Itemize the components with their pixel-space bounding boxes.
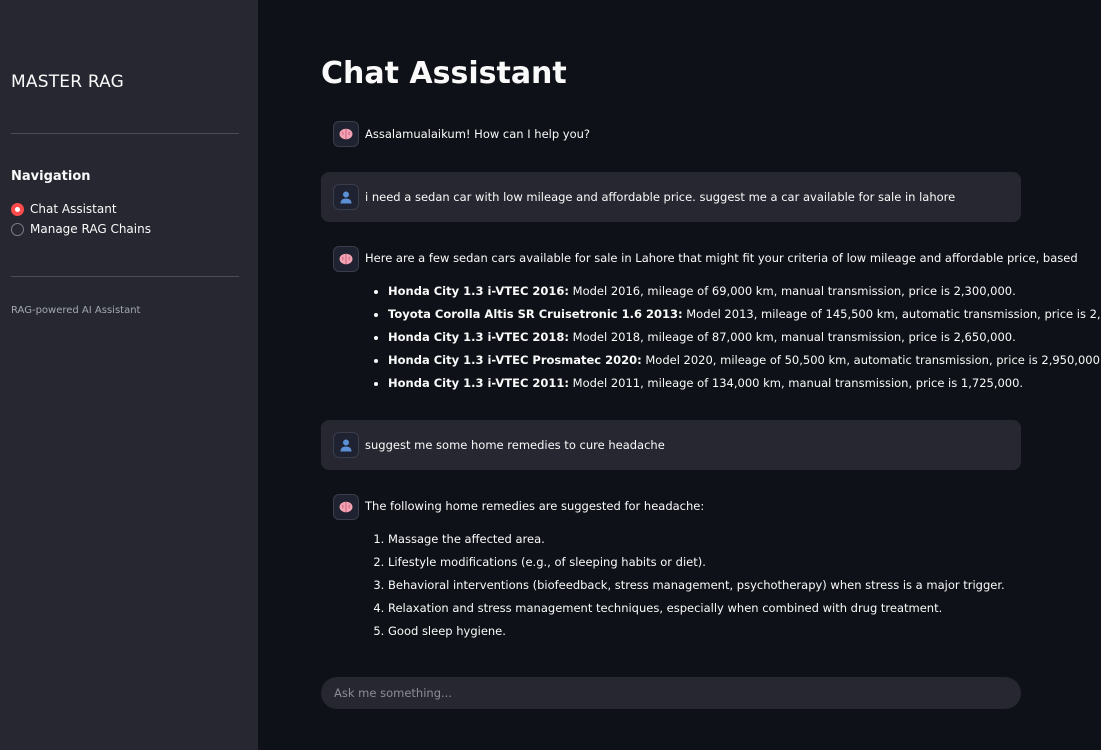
page-title: Chat Assistant bbox=[321, 56, 567, 91]
car-details: Model 2020, mileage of 50,500 km, automatic transmission, price is 2,950,000 bbox=[641, 353, 1100, 367]
message-text: suggest me some home remedies to cure headache bbox=[365, 438, 665, 452]
chat-message-user bbox=[321, 172, 1021, 222]
message-text: i need a sedan car with low mileage and affordable price. suggest me a car available for sale in lahore bbox=[365, 190, 956, 204]
sidebar bbox=[0, 0, 258, 750]
list-item bbox=[388, 307, 1101, 330]
app-title: MASTER RAG bbox=[11, 72, 125, 92]
chat-message-assistant bbox=[321, 109, 1021, 159]
nav-option-label: Chat Assistant bbox=[30, 202, 117, 216]
radio-selected-icon[interactable] bbox=[11, 203, 24, 216]
list-item: 1. Massage the affected area. bbox=[388, 532, 1025, 555]
navigation-heading: Navigation bbox=[11, 169, 91, 184]
message-text: Here are a few sedan cars available for sale in Lahore that might fit your criteria of low mileage and affordable price, based bbox=[365, 251, 1078, 265]
nav-option-manage-rag-chains[interactable] bbox=[11, 220, 151, 238]
car-name: Honda City 1.3 i-VTEC 2018: bbox=[388, 330, 569, 344]
brain-icon bbox=[333, 246, 359, 272]
car-details: Model 2016, mileage of 69,000 km, manual transmission, price is 2,300,000. bbox=[569, 284, 1016, 298]
nav-option-label: Manage RAG Chains bbox=[30, 222, 151, 236]
car-name: Honda City 1.3 i-VTEC Prosmatec 2020: bbox=[388, 353, 642, 367]
list-item bbox=[388, 353, 1100, 376]
remedies-list bbox=[365, 532, 1025, 647]
user-icon bbox=[333, 184, 359, 210]
radio-unselected-icon[interactable] bbox=[11, 223, 24, 236]
chat-message-assistant bbox=[321, 234, 1101, 404]
car-name: Honda City 1.3 i-VTEC 2016: bbox=[388, 284, 569, 298]
chat-input[interactable] bbox=[321, 677, 1021, 709]
list-item: 5. Good sleep hygiene. bbox=[388, 624, 1025, 647]
car-name: Toyota Corolla Altis SR Cruisetronic 1.6 2013: bbox=[388, 307, 683, 321]
chat-message-user bbox=[321, 420, 1021, 470]
list-item: 3. Behavioral interventions (biofeedback, stress management, psychotherapy) when stress is a major trigger. bbox=[388, 578, 1025, 601]
car-details: Model 2018, mileage of 87,000 km, manual transmission, price is 2,650,000. bbox=[569, 330, 1016, 344]
message-text: The following home remedies are suggested for headache: bbox=[365, 499, 705, 513]
list-item: 4. Relaxation and stress management techniques, especially when combined with drug treatment. bbox=[388, 601, 1025, 624]
user-icon bbox=[333, 432, 359, 458]
chat-message-assistant bbox=[321, 482, 1021, 652]
sidebar-caption: RAG-powered AI Assistant bbox=[11, 305, 141, 316]
list-item bbox=[388, 376, 1025, 399]
car-details: Model 2013, mileage of 145,500 km, automatic transmission, price is 2, bbox=[682, 307, 1101, 321]
nav-option-chat-assistant[interactable] bbox=[11, 200, 117, 218]
main-content bbox=[258, 0, 1101, 750]
chat-input-container bbox=[321, 677, 1021, 709]
brain-icon bbox=[333, 121, 359, 147]
sidebar-divider bbox=[11, 133, 239, 134]
car-name: Honda City 1.3 i-VTEC 2011: bbox=[388, 376, 569, 390]
message-text: Assalamualaikum! How can I help you? bbox=[365, 127, 591, 141]
list-item: 2. Lifestyle modifications (e.g., of sleeping habits or diet). bbox=[388, 555, 1025, 578]
sidebar-divider bbox=[11, 276, 239, 277]
car-list bbox=[365, 284, 1101, 399]
list-item bbox=[388, 284, 1025, 307]
car-details: Model 2011, mileage of 134,000 km, manual transmission, price is 1,725,000. bbox=[569, 376, 1024, 390]
brain-icon bbox=[333, 494, 359, 520]
list-item bbox=[388, 330, 1025, 353]
